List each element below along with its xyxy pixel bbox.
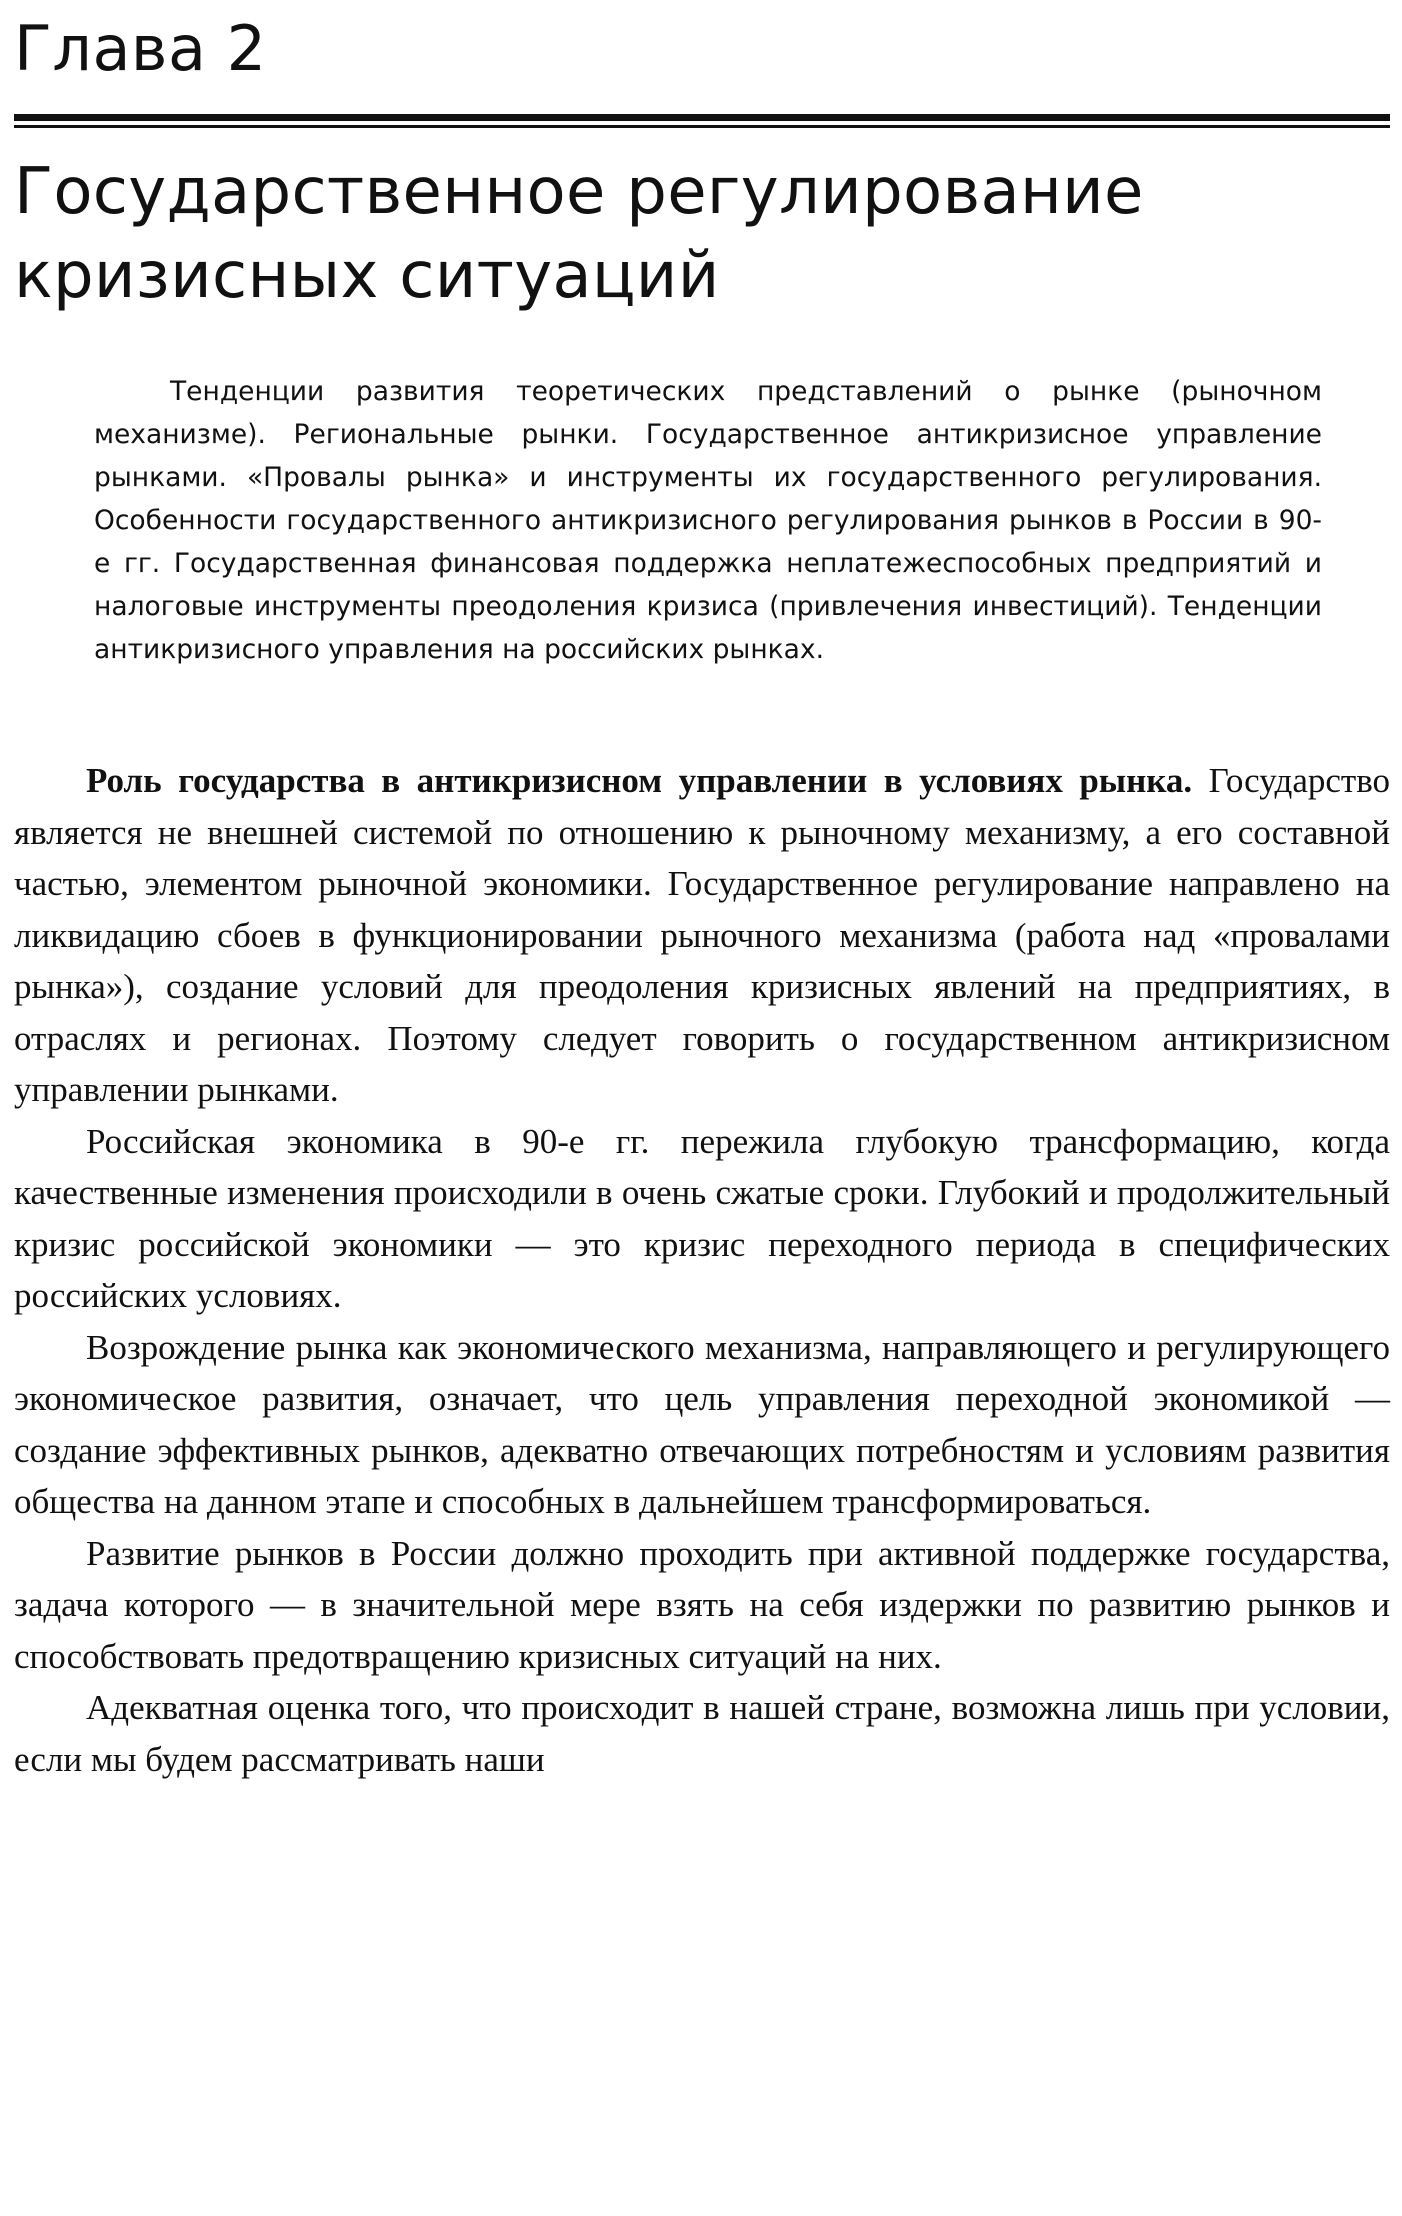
paragraph-2: Российская экономика в 90-е гг. пережила глубокую трансформацию, когда качественные изменения происходили в очень сжатые сроки. Глубокий и продолжительный кризис российской экономики — это кризис переходного периода в специфических российских условиях. bbox=[14, 1121, 1390, 1315]
chapter-body bbox=[14, 755, 1390, 1785]
paragraph-4: Развитие рынков в России должно проходить при активной поддержке государства, задача которого — в значительной мере взять на себя издержки по развитию рынков и способствовать предотвращению кризисных ситуаций на них. bbox=[14, 1533, 1390, 1676]
section-heading: Роль государства в антикризисном управлении в условиях рынка. bbox=[86, 761, 1193, 800]
header-rule-thick bbox=[14, 114, 1390, 121]
paragraph-1-text: Государство является не внешней системой по отношению к рыночному механизму, а его составной частью, элементом рыночной экономики. Государственное регулирование направлено на ликвидацию сбоев в функционировании рыночного механизма (работа над «провалами рынка»), создание условий для преодоления кризисных явлений на предприятиях, в отраслях и регионах. Поэтому следует говорить о государственном антикризисном управлении рынками. bbox=[14, 761, 1391, 1109]
header-rule-thin bbox=[14, 125, 1390, 128]
paragraph-3: Возрождение рынка как экономического механизма, направляющего и регулирующего экономическое развития, означает, что цель управления переходной экономикой — создание эффективных рынков, адекватно отвечающих потребностям и условиям развития общества на данном этапе и способных в дальнейшем трансформироваться. bbox=[14, 1327, 1390, 1521]
chapter-abstract: Тенденции развития теоретических представлений о рынке (рыночном механизме). Региональные рынки. Государственное антикризисное управление рынками. «Провалы рынка» и инструменты их государственного регулирования. Особенности государственного антикризисного регулирования рынков в России в 90-е гг. Государственная финансовая поддержка неплатежеспособных предприятий и налоговые инструменты преодоления кризиса (привлечения инвестиций). Тенденции антикризисного управления на российских рынках. bbox=[94, 376, 1322, 665]
chapter-label: Глава 2 bbox=[14, 12, 267, 85]
paragraph-1 bbox=[14, 755, 1390, 1116]
paragraph-5: Адекватная оценка того, что происходит в нашей стране, возможна лишь при условии, если мы будем рассматривать наши bbox=[14, 1688, 1390, 1779]
chapter-title-line-2: кризисных ситуаций bbox=[14, 239, 720, 313]
book-page bbox=[14, 0, 1390, 1785]
chapter-title-line-1: Государственное регулирование bbox=[14, 155, 1144, 229]
chapter-title bbox=[14, 150, 1390, 318]
